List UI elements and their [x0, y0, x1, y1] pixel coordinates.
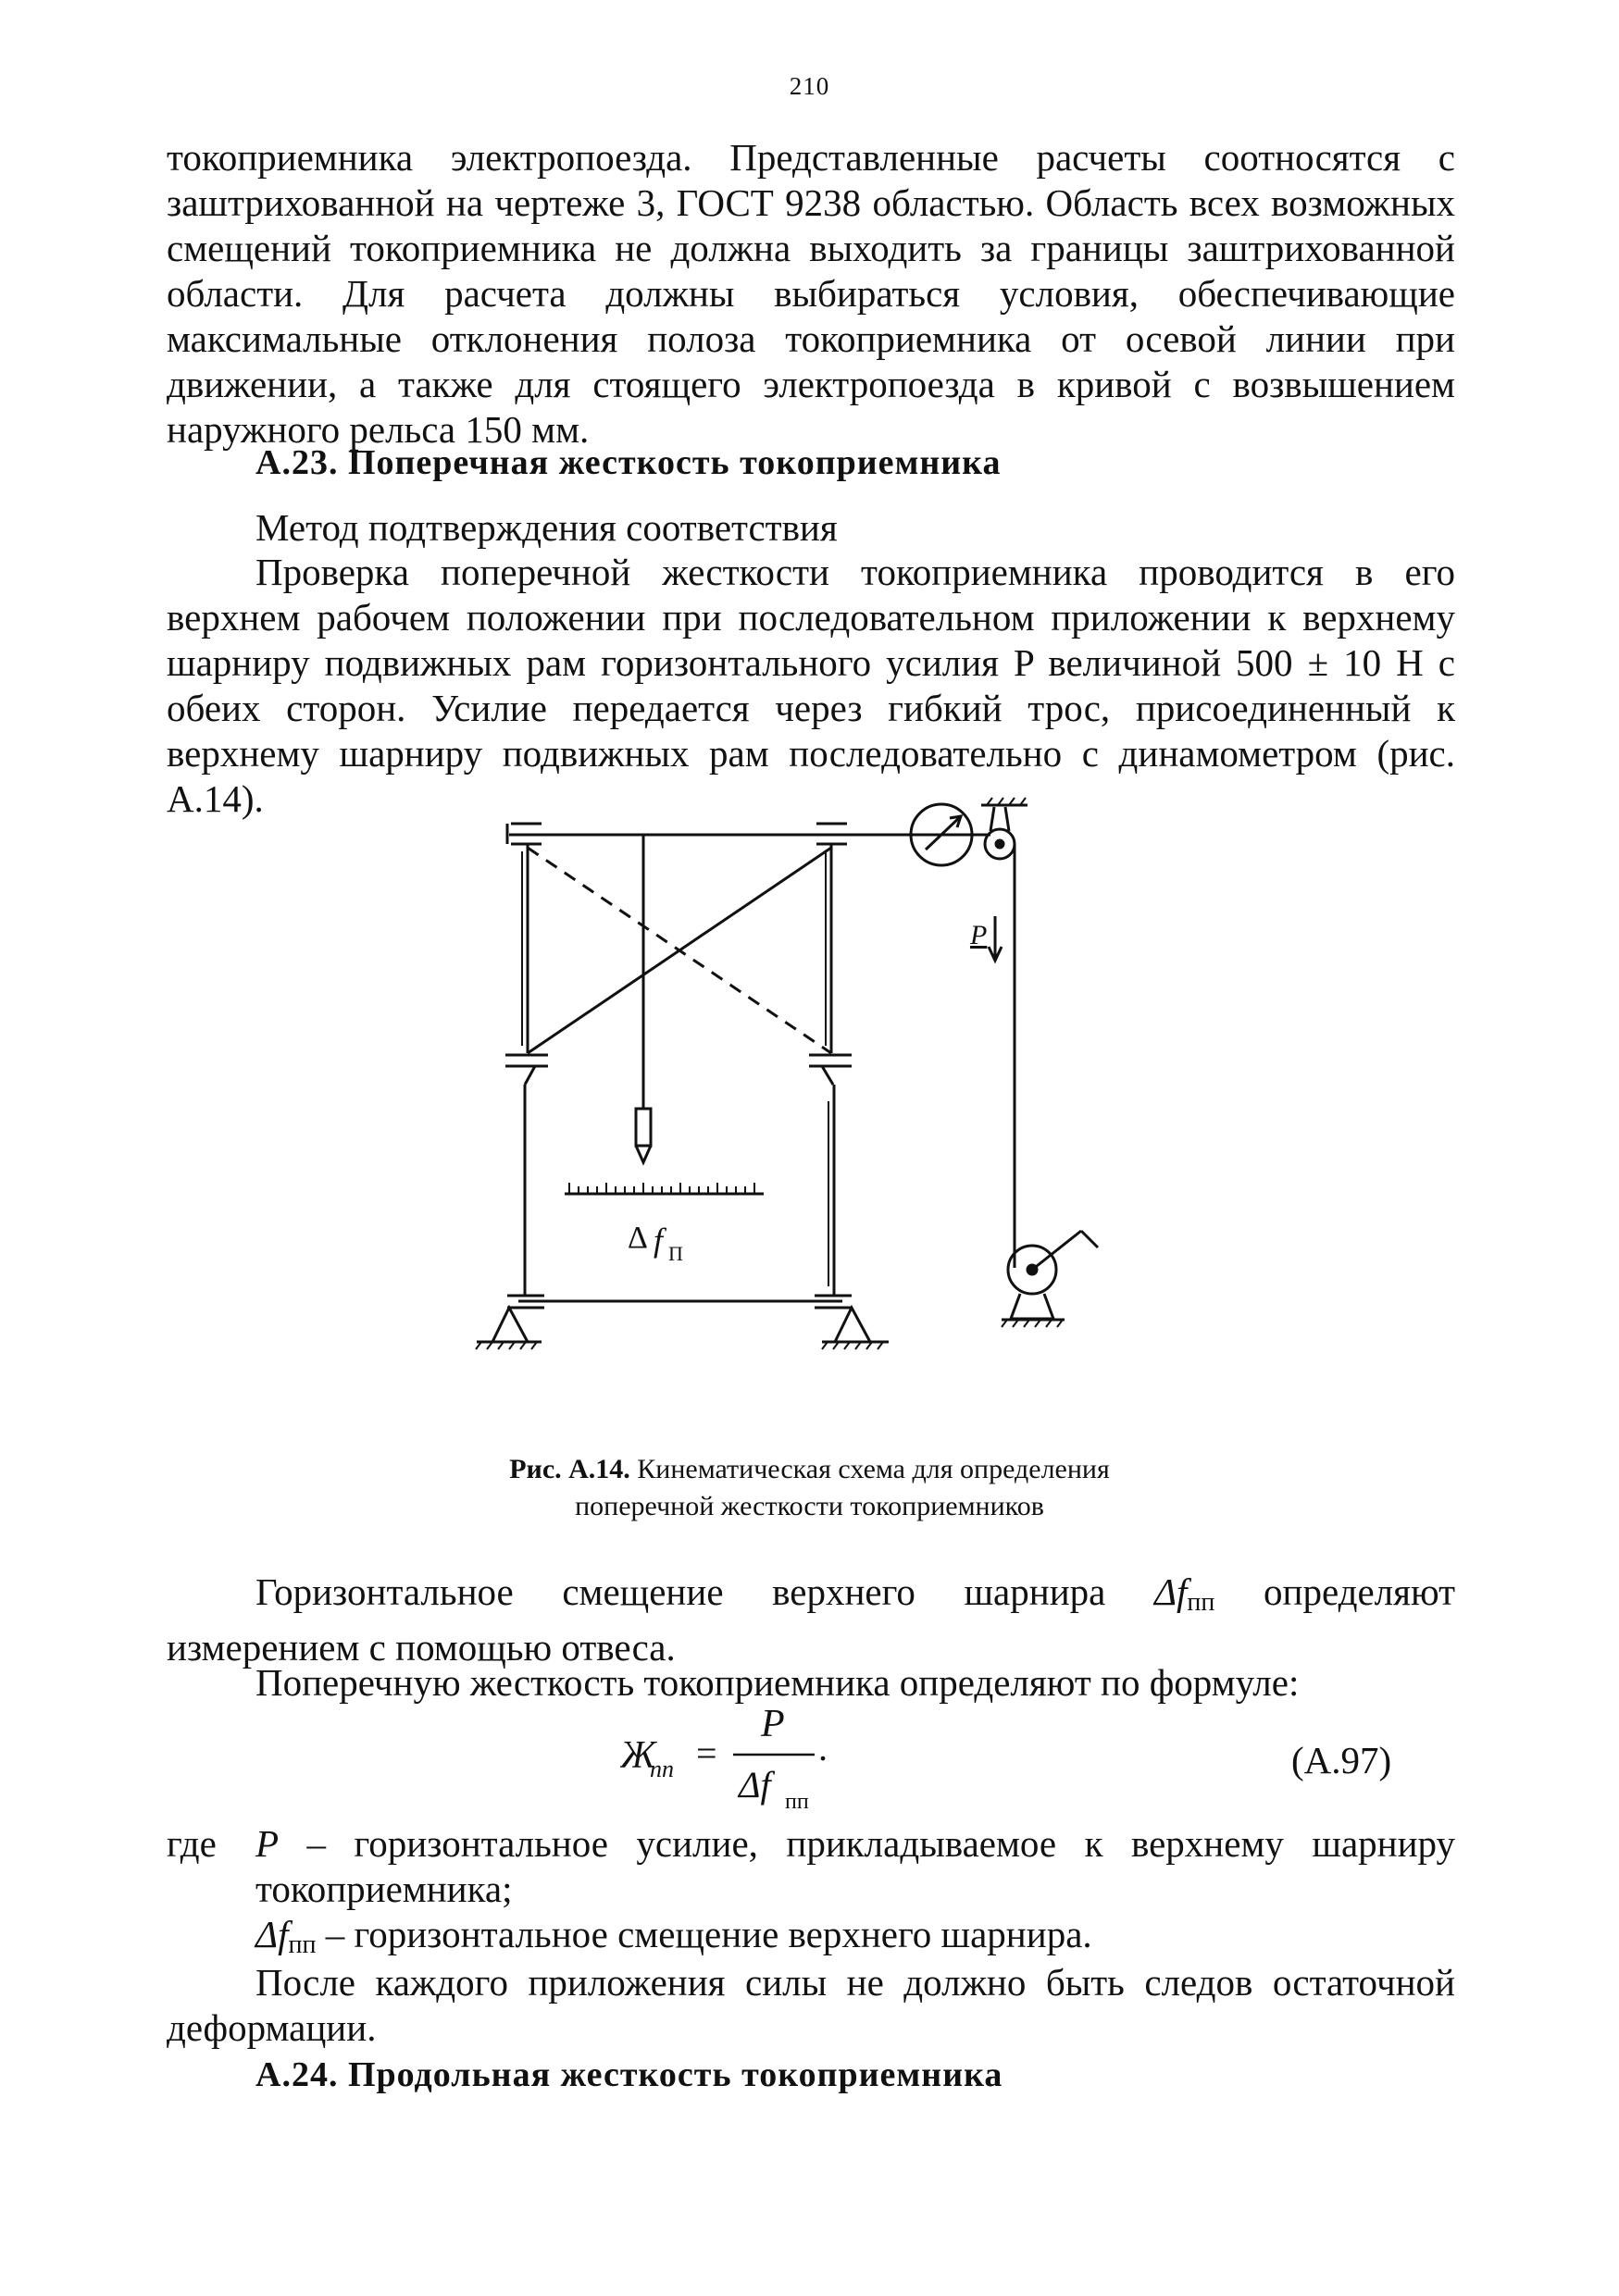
right-support [835, 1308, 870, 1342]
def-p-text: – горизонтальное усилие, прикладываемое к верхнему шарниру токоприемника; [255, 1822, 1455, 1910]
def-df-text: – горизонтальное смещение верхнего шарнира. [316, 1913, 1092, 1955]
intro-paragraph [167, 135, 1455, 453]
section-heading-a24: А.24. Продольная жесткость токоприемника [255, 2055, 1003, 2094]
plumb-bob [636, 1109, 651, 1146]
formula-denominator-sub: пп [785, 1790, 809, 1812]
caption-label: Рис. А.14. [509, 1454, 630, 1484]
page-number: 210 [789, 72, 830, 100]
intro-text: токоприемника электропоезда. Представленные расчеты соотносятся с заштрихованной на чертеже 3, ГОСТ 9238 областью. Область всех возможных смещений токоприемника не должна выходить за границы заштрихованной области. Для расчета должны выбираться условия, обеспечивающие максимальные отклонения полоза токоприемника от осевой линии при движении, а также для стоящего электропоезда в кривой с возвышением наружного рельса 150 мм. [167, 136, 1455, 451]
def-df [255, 1912, 1455, 1967]
def-p-symbol: P [255, 1822, 280, 1865]
delta-subscript: П [668, 1242, 683, 1265]
delta-symbol: Δ [628, 1221, 648, 1255]
def-p [255, 1821, 1455, 1912]
measurement-paragraph [167, 1570, 1455, 1670]
a23-paragraph [167, 550, 1455, 822]
measurement-symbol: Δf [1153, 1570, 1188, 1613]
measurement-text-after: определяют измерением с помощью отвеса. [167, 1570, 1455, 1669]
formula-intro [167, 1660, 1455, 1706]
caption-text-1: Кинематическая схема для определения [637, 1454, 1110, 1484]
delta-variable: f [654, 1222, 664, 1259]
formula-equals: = [696, 1732, 717, 1774]
closing-paragraph [167, 1960, 1455, 2051]
def-df-symbol: Δf [255, 1913, 289, 1955]
formula-a97 [620, 1701, 990, 1812]
section-heading-a23: А.23. Поперечная жесткость токоприемника [255, 443, 1002, 482]
measurement-text-before: Горизонтальное смещение верхнего шарнира [255, 1570, 1154, 1613]
equation-number: (А.97) [1291, 1739, 1392, 1781]
formula-lhs: Ж [620, 1734, 656, 1777]
formula-lhs-sub: пп [650, 1756, 674, 1782]
formula-denominator: Δf [739, 1764, 771, 1806]
formula-trailing: . [818, 1727, 828, 1769]
figure-caption [0, 1451, 1619, 1525]
left-support [492, 1308, 528, 1342]
def-where: где [167, 1822, 217, 1865]
caption-text-2: поперечной жесткости токоприемников [575, 1491, 1044, 1521]
formula-intro-text: Поперечную жесткость токоприемника определяют по формуле: [255, 1661, 1300, 1704]
def-df-sub: пп [288, 1930, 317, 1959]
kinematic-diagram [435, 796, 1203, 1425]
measurement-symbol-sub: пп [1187, 1588, 1215, 1617]
closing-text: После каждого приложения силы не должно быть следов остаточной деформации. [167, 1961, 1455, 2049]
force-label: P [970, 920, 988, 950]
method-title: Метод подтверждения соответствия [255, 506, 838, 549]
a23-paragraph-text: Проверка поперечной жесткости токоприемника проводится в его верхнем рабочем положении при последовательном приложении к верхнему шарниру подвижных рам горизонтального усилия P величиной 500 ± 10 Н с обеих сторон. Усилие передается через гибкий трос, присоединенный к верхнему шарниру подвижных рам последовательно с динамометром (рис. А.14). [167, 551, 1455, 820]
caption-line-1 [0, 1451, 1619, 1488]
formula-numerator: P [761, 1703, 785, 1745]
